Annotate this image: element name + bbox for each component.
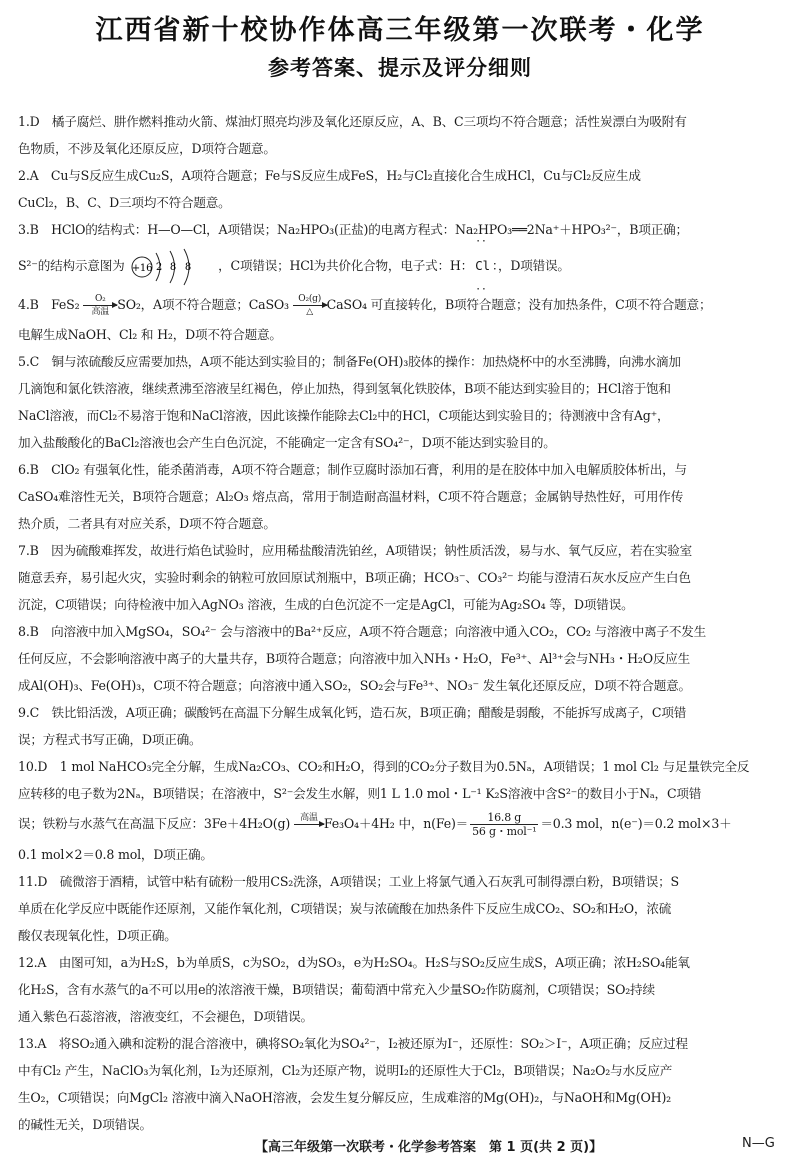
- answer-text: ，C项错误；HCl为共价化合物，电子式：H：: [218, 258, 474, 273]
- answer-item-7: [18, 537, 788, 618]
- answer-item-5: [18, 348, 788, 456]
- answer-line: 7.B 因为硫酸难挥发，故进行焰色试验时，应用稀盐酸清洗铂丝，A项错误；钠性质活泼，易与水、氧气反应，若在实验室: [18, 543, 693, 558]
- answer-item-3: [18, 216, 788, 295]
- answer-text: S²⁻的结构示意图为: [18, 258, 125, 273]
- answer-text: CaSO₄ 可直接转化，B项符合题意；没有加热条件，C项不符合题意；: [326, 297, 712, 312]
- fraction-numerator: 16.8 g: [470, 811, 538, 825]
- lewis-structure: ·· Cl ··: [475, 236, 490, 295]
- answer-line: 6.B ClO₂ 有强氧化性，能杀菌消毒，A项不符合题意；制作豆腐时添加石膏，利用的是在胶体中加入电解质胶体析出，与: [18, 462, 687, 477]
- footer-code: N—G: [742, 1136, 775, 1151]
- lewis-atom: Cl: [475, 258, 490, 273]
- page-title: 江西省新十校协作体高三年级第一次联考・化学: [95, 15, 705, 46]
- answer-line: 13.A 将SO₂通入碘和淀粉的混合溶液中，碘将SO₂氧化为SO₄²⁻，I₂被还原为I⁻，还原性：SO₂＞I⁻，A项正确；反应过程: [18, 1036, 688, 1051]
- answer-line: 随意丢弃，易引起火灾，实验时剩余的钠粒可放回原试剂瓶中，B项正确；HCO₃⁻、CO₃²⁻ 均能与澄清石灰水反应产生白色: [18, 570, 691, 585]
- answer-item-2: [18, 162, 788, 216]
- answer-text: ＝0.3 mol，n(e⁻)＝0.2 mol×3＋: [540, 816, 732, 831]
- answer-line: 5.C 铜与浓硫酸反应需要加热，A项不能达到实验目的；制备Fe(OH)₃胶体的操作：加热烧杯中的水至沸腾，向沸水滴加: [18, 354, 681, 369]
- fraction-denominator: 56 g・mol⁻¹: [472, 825, 537, 838]
- answer-line: 2.A Cu与S反应生成Cu₂S，A项符合题意；Fe与S反应生成FeS，H₂与Cl₂直接化合生成HCl，Cu与Cl₂反应生成: [18, 168, 641, 183]
- answer-line: 0.1 mol×2＝0.8 mol，D项正确。: [18, 847, 213, 862]
- shell-electrons: 2: [156, 261, 163, 273]
- answer-line: 的碱性无关，D项错误。: [18, 1117, 152, 1132]
- answer-item-12: [18, 949, 788, 1030]
- answer-item-11: [18, 868, 788, 949]
- answer-line: 中有Cl₂ 产生，NaClO₃为氧化剂，I₂为还原剂，Cl₂为还原产物，说明I₂的还原性大于Cl₂，B项错误；Na₂O₂与水反应产: [18, 1063, 673, 1078]
- answer-item-1: [18, 108, 788, 162]
- nucleus-charge: +16: [132, 262, 153, 274]
- answer-line: 误；方程式书写正确，D项正确。: [18, 732, 202, 747]
- answer-line: 单质在化学反应中既能作还原剂，又能作氧化剂，C项错误；炭与浓硫酸在加热条件下反应生成CO₂、SO₂和H₂O，浓硫: [18, 901, 672, 916]
- reaction-arrow: [83, 294, 117, 317]
- answer-line: 成Al(OH)₃、Fe(OH)₃，C项不符合题意；向溶液中通入SO₂，SO₂会与Fe³⁺、NO₃⁻ 发生氧化还原反应，D项不符合题意。: [18, 678, 691, 693]
- answer-line: 3.B HClO的结构式：H—O—Cl，A项错误；Na₂HPO₃(正盐)的电离方程式：Na₂HPO₃══2Na⁺＋HPO₃²⁻，B项正确；: [18, 222, 688, 237]
- answer-item-6: [18, 456, 788, 537]
- answer-line: 任何反应，不会影响溶液中离子的大量共存，B项符合题意；向溶液中加入NH₃・H₂O，Fe³⁺、Al³⁺会与NH₃・H₂O反应生: [18, 651, 691, 666]
- arrow-condition-top: 高温: [300, 813, 318, 823]
- arrow-condition-bottom: △: [306, 307, 314, 317]
- answer-line: 8.B 向溶液中加入MgSO₄，SO₄²⁻ 会与溶液中的Ba²⁺反应，A项不符合题意；向溶液中通入CO₂，CO₂ 与溶液中离子不发生: [18, 624, 707, 639]
- fraction: [470, 811, 538, 838]
- sulfide-ion-structure-diagram: [130, 247, 212, 287]
- arrow-condition-top: O₂: [94, 294, 106, 304]
- answer-line: 通入紫色石蕊溶液，溶液变红，不会褪色，D项错误。: [18, 1009, 313, 1024]
- answer-line: 色物质，不涉及氧化还原反应，D项符合题意。: [18, 141, 276, 156]
- answer-line: CaSO₄难溶性无关，B项符合题意；Al₂O₃ 熔点高，常用于制造耐高温材料，C项不符合题意；金属钠导热性好，可用作传: [18, 489, 684, 504]
- answer-text: 误；铁粉与水蒸气在高温下反应：3Fe＋4H₂O(g): [18, 816, 291, 831]
- answer-item-10: [18, 753, 788, 868]
- answer-line: 12.A 由图可知，a为H₂S，b为单质S，c为SO₂，d为SO₃，e为H₂SO₄。H₂S与SO₂反应生成S，A项正确；浓H₂SO₄能氧: [18, 955, 690, 970]
- answer-line: 电解生成NaOH、Cl₂ 和 H₂，D项不符合题意。: [18, 327, 282, 342]
- answer-line: 沉淀，C项错误；向待检液中加入AgNO₃ 溶液，生成的白色沉淀不一定是AgCl，可能为Ag₂SO₄ 等，D项错误。: [18, 597, 634, 612]
- page-subtitle: 参考答案、提示及评分细则: [268, 56, 532, 80]
- answer-line: 几滴饱和氯化铁溶液，继续煮沸至溶液呈红褐色，停止加热，得到氢氧化铁胶体，B项不能达到实验目的；HCl溶于饱和: [18, 381, 671, 396]
- answer-line: 9.C 铁比铅活泼，A项正确；碳酸钙在高温下分解生成氧化钙，造石灰，B项正确；醋酸是弱酸，不能拆写成离子，C项错: [18, 705, 687, 720]
- footer-page-info: 【高三年级第一次联考・化学参考答案 第 1 页(共 2 页)】: [255, 1140, 603, 1155]
- answer-line: 10.D 1 mol NaHCO₃完全分解，生成Na₂CO₃、CO₂和H₂O，得到的CO₂分子数目为0.5Nₐ，A项错误；1 mol Cl₂ 与足量铁完全反: [18, 759, 750, 774]
- answer-line-with-fraction: [18, 807, 788, 841]
- reaction-arrow: [293, 294, 327, 317]
- arrow-condition-bottom: 高温: [91, 307, 110, 317]
- answer-line: 应转移的电子数为2Nₐ，B项错误；在溶液中，S²⁻会发生水解，则1 L 1.0 mol・L⁻¹ K₂S溶液中含S²⁻的数目小于Nₐ，C项错: [18, 786, 702, 801]
- answer-line: 1.D 橘子腐烂、肼作燃料推动火箭、煤油灯照亮均涉及氧化还原反应，A、B、C三项均不符合题意；活性炭漂白为吸附有: [18, 114, 687, 129]
- answer-line: [18, 289, 788, 321]
- shell-electrons: 8: [185, 261, 192, 273]
- answer-item-4: [18, 289, 788, 348]
- answer-line: 化H₂S，含有水蒸气的a不可以用e的浓溶液干燥，B项错误；葡萄酒中常充入少量SO₂作防腐剂，C项错误；SO₂持续: [18, 982, 655, 997]
- answer-body: [18, 108, 788, 1138]
- answer-text: SO₂，A项不符合题意；CaSO₃: [117, 297, 289, 312]
- answer-text: Fe₃O₄＋4H₂ 中，n(Fe)＝: [323, 816, 469, 831]
- answer-line-with-diagram: [18, 236, 788, 295]
- answer-line: 加入盐酸酸化的BaCl₂溶液也会产生白色沉淀，不能确定一定含有SO₄²⁻，D项不能达到实验目的。: [18, 435, 556, 450]
- answer-text: ：，D项错误。: [491, 258, 570, 273]
- answer-text: 4.B FeS₂: [18, 297, 80, 312]
- answer-item-8: [18, 618, 788, 699]
- reaction-arrow: [294, 813, 324, 836]
- answer-line: NaCl溶液，而Cl₂不易溶于饱和NaCl溶液，因此该操作能除去Cl₂中的HCl，C项能达到实验目的；待测液中含有Ag⁺，: [18, 408, 670, 423]
- answer-line: 酸仅表现氧化性，D项正确。: [18, 928, 177, 943]
- answer-line: 11.D 硫微溶于酒精，试管中粘有硫粉一般用CS₂洗涤，A项错误；工业上将氯气通入石灰乳可制得漂白粉，B项错误；S: [18, 874, 679, 889]
- shell-electrons: 8: [170, 261, 177, 273]
- answer-item-9: [18, 699, 788, 753]
- arrow-condition-top: O₂(g): [298, 294, 322, 304]
- answer-item-13: [18, 1030, 788, 1138]
- answer-line: 热介质，二者具有对应关系，D项不符合题意。: [18, 516, 276, 531]
- answer-line: 生O₂，C项错误；向MgCl₂ 溶液中滴入NaOH溶液，会发生复分解反应，生成难溶的Mg(OH)₂，与NaOH和Mg(OH)₂: [18, 1090, 672, 1105]
- answer-line: CuCl₂，B、C、D三项均不符合题意。: [18, 195, 231, 210]
